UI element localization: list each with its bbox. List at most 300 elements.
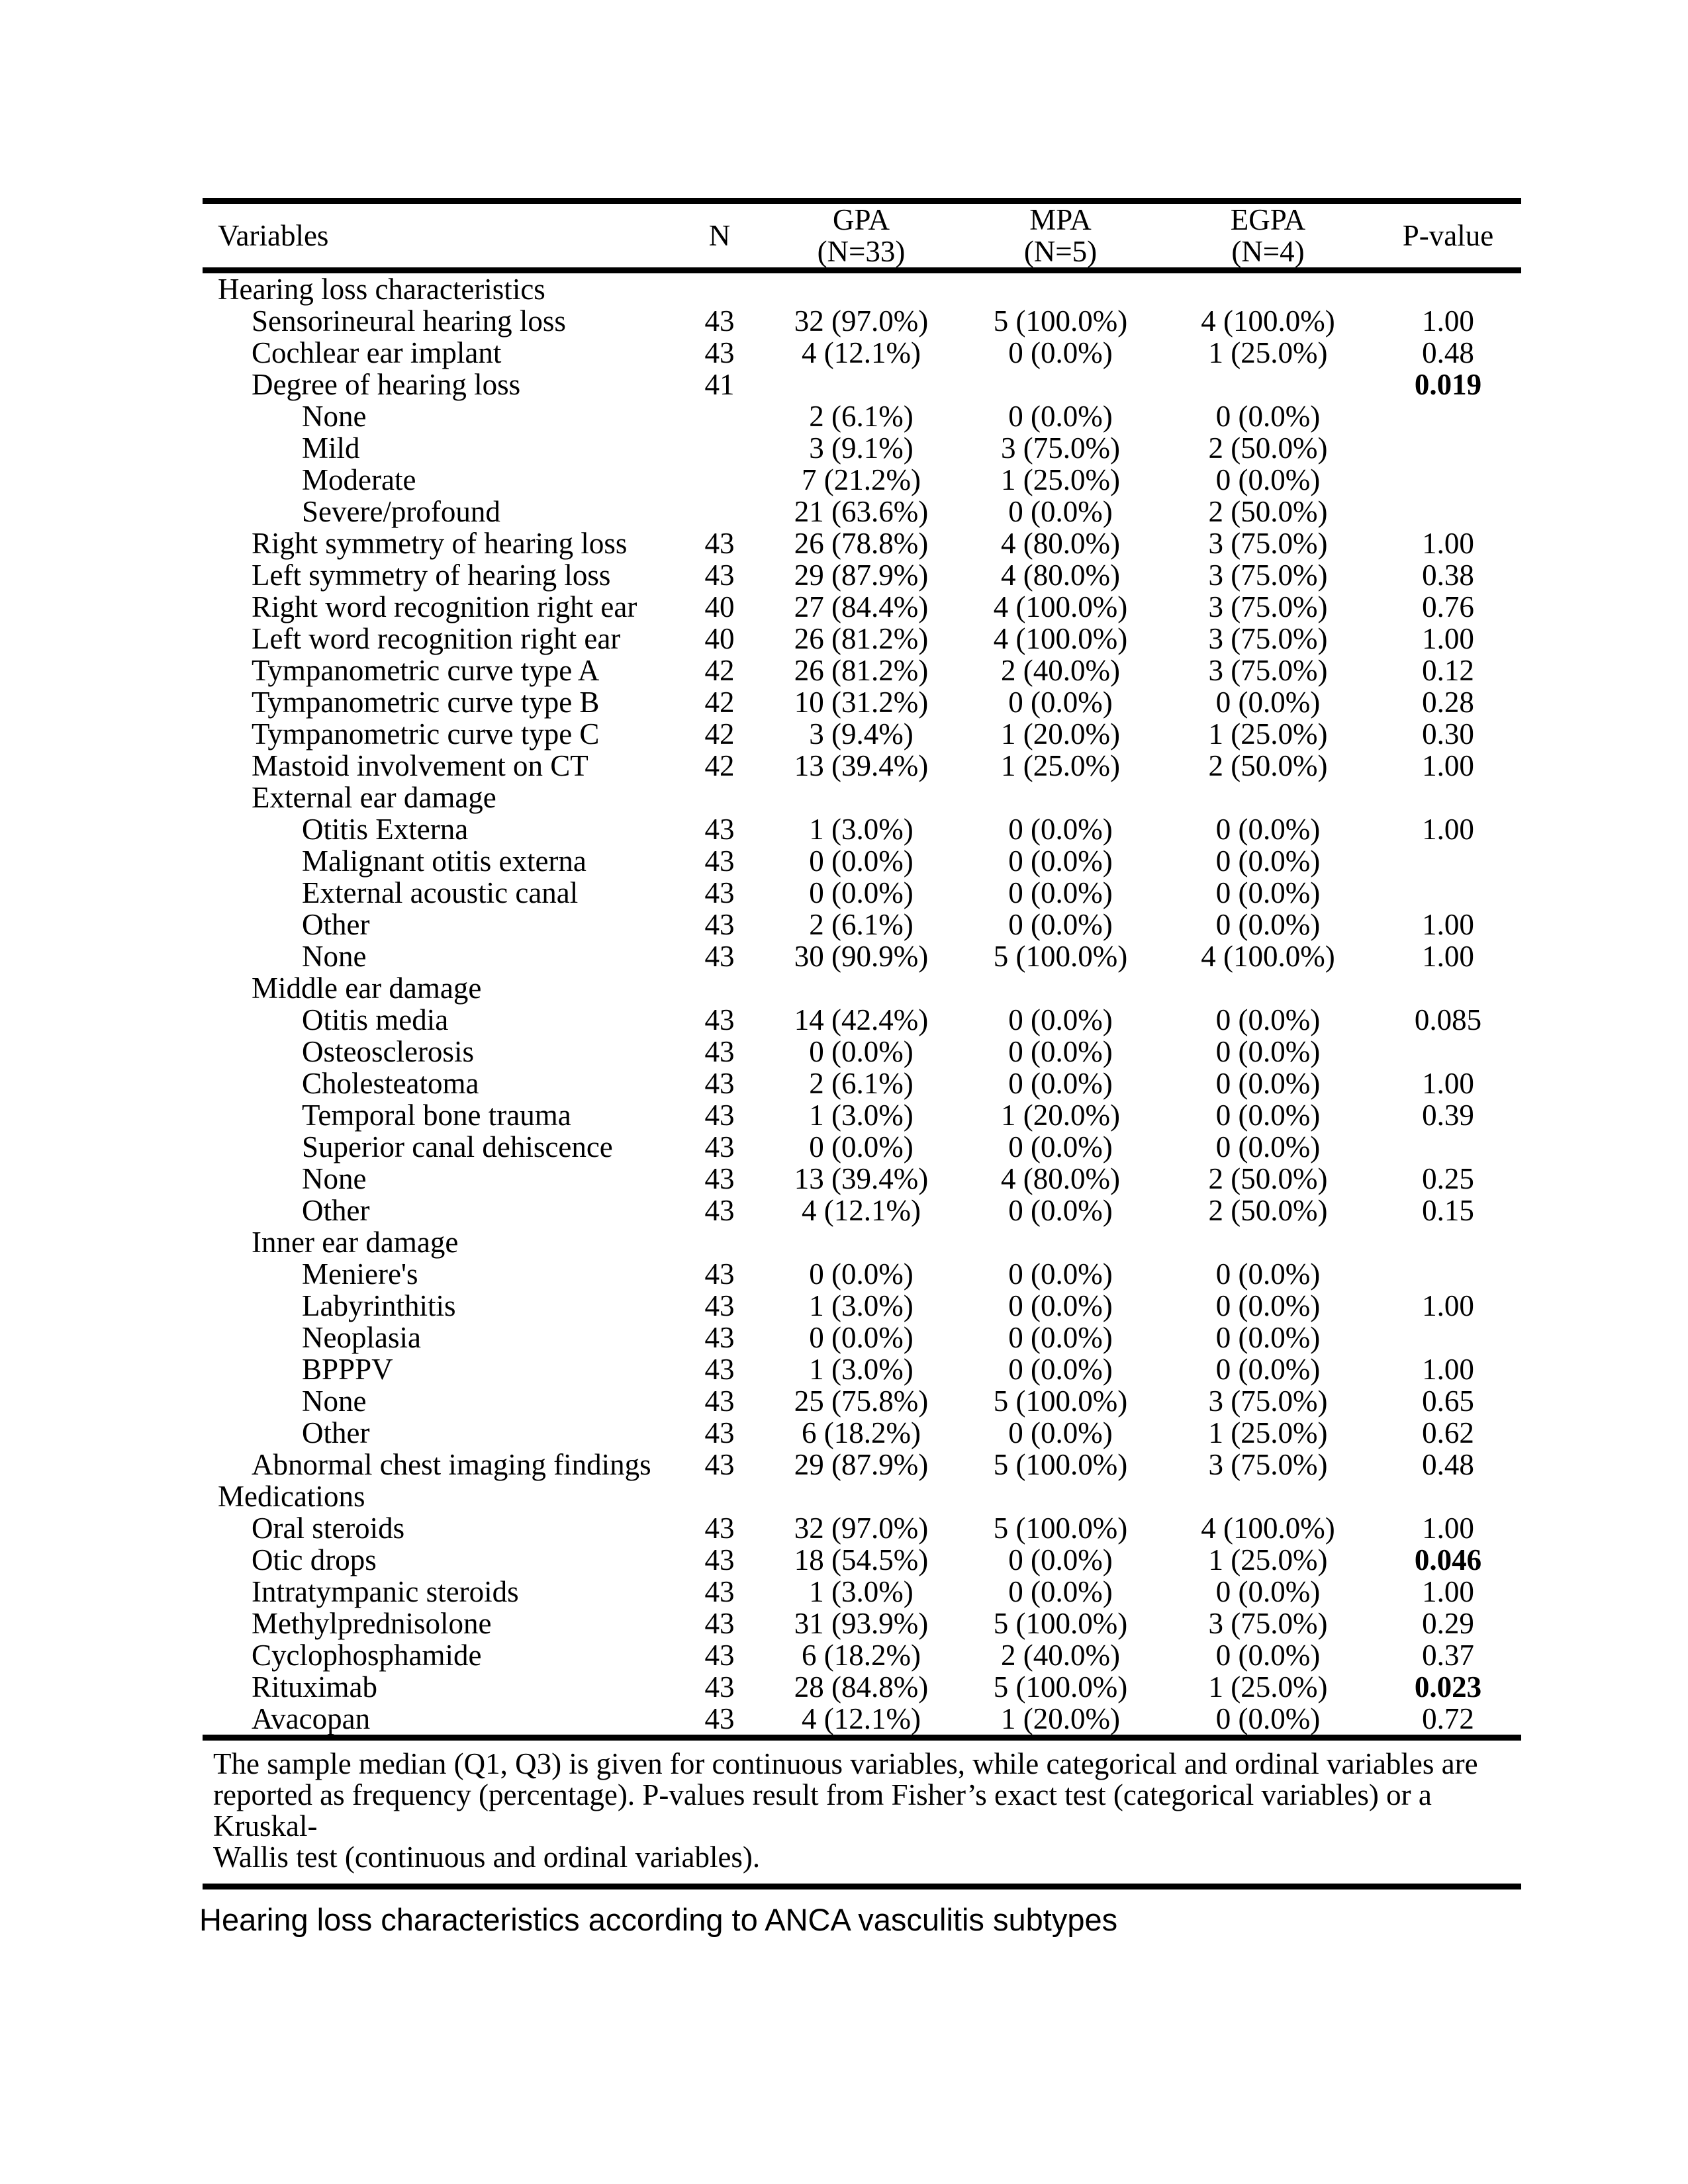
variable-label-cell: Severe/profound bbox=[302, 495, 500, 528]
variable-label-cell: None bbox=[302, 1385, 367, 1418]
variable-label-cell: Medications bbox=[218, 1480, 365, 1513]
table-row bbox=[203, 1004, 1521, 1036]
variable-label-cell: Cochlear ear implant bbox=[252, 336, 502, 369]
egpa-cell: 0 (0.0%) bbox=[1215, 1353, 1321, 1386]
n-cell: 43 bbox=[704, 1575, 735, 1608]
gpa-cell: 4 (12.1%) bbox=[802, 1194, 921, 1227]
mpa-cell: 1 (20.0%) bbox=[1001, 1099, 1120, 1132]
p-value-cell: 1.00 bbox=[1422, 940, 1474, 973]
variable-label-cell: Tympanometric curve type C bbox=[252, 717, 600, 751]
egpa-cell: 3 (75.0%) bbox=[1208, 622, 1328, 655]
p-value-cell: 1.00 bbox=[1422, 304, 1474, 338]
gpa-cell: 18 (54.5%) bbox=[794, 1543, 929, 1576]
p-value-cell: 1.00 bbox=[1422, 908, 1474, 941]
egpa-cell: 3 (75.0%) bbox=[1208, 1448, 1328, 1481]
mpa-cell: 0 (0.0%) bbox=[1008, 813, 1113, 846]
variable-label-cell: Mild bbox=[302, 432, 360, 465]
egpa-cell: 0 (0.0%) bbox=[1215, 1321, 1321, 1354]
variable-label-cell: Oral steroids bbox=[252, 1512, 405, 1545]
table-row bbox=[203, 1131, 1521, 1163]
table-row bbox=[203, 1671, 1521, 1703]
variable-label-cell: Right word recognition right ear bbox=[252, 590, 637, 623]
egpa-cell: 0 (0.0%) bbox=[1215, 1099, 1321, 1132]
p-value-cell bbox=[1375, 464, 1521, 496]
n-cell: 43 bbox=[704, 1353, 735, 1386]
mpa-cell bbox=[960, 1480, 1161, 1512]
p-value-cell bbox=[1375, 1480, 1521, 1512]
egpa-cell: 4 (100.0%) bbox=[1201, 940, 1335, 973]
variable-label-cell: Moderate bbox=[302, 463, 416, 496]
table-row bbox=[203, 1703, 1521, 1738]
mpa-cell: 3 (75.0%) bbox=[1001, 432, 1120, 465]
table-row bbox=[203, 1163, 1521, 1195]
p-value-cell: 1.00 bbox=[1422, 1353, 1474, 1386]
n-cell: 41 bbox=[704, 368, 735, 401]
p-value-cell: 0.28 bbox=[1422, 686, 1474, 719]
variable-label-cell: Right symmetry of hearing loss bbox=[252, 527, 628, 560]
table-row bbox=[203, 1608, 1521, 1639]
p-value-cell: 0.48 bbox=[1422, 1448, 1474, 1481]
egpa-cell: 2 (50.0%) bbox=[1208, 749, 1328, 782]
gpa-cell: 25 (75.8%) bbox=[794, 1385, 929, 1418]
gpa-cell: 13 (39.4%) bbox=[794, 1162, 929, 1195]
table-caption: Hearing loss characteristics according to ANCA vasculitis subtypes bbox=[199, 1902, 1118, 1937]
n-cell: 42 bbox=[704, 654, 735, 687]
egpa-cell: 2 (50.0%) bbox=[1208, 1162, 1328, 1195]
mpa-cell: 1 (25.0%) bbox=[1001, 749, 1120, 782]
p-value-cell bbox=[1375, 400, 1521, 432]
table-row bbox=[203, 1576, 1521, 1608]
gpa-cell: 32 (97.0%) bbox=[794, 304, 929, 338]
egpa-cell bbox=[1161, 972, 1375, 1004]
footnote-line-1: The sample median (Q1, Q3) is given for continuous variables, while categorical and ordinal variables are bbox=[213, 1747, 1478, 1780]
p-value-cell bbox=[1375, 432, 1521, 464]
header-mpa bbox=[960, 201, 1161, 271]
egpa-cell: 1 (25.0%) bbox=[1208, 336, 1328, 369]
egpa-cell: 0 (0.0%) bbox=[1215, 463, 1321, 496]
mpa-cell bbox=[960, 972, 1161, 1004]
n-cell: 43 bbox=[704, 1543, 735, 1576]
egpa-cell: 3 (75.0%) bbox=[1208, 654, 1328, 687]
variable-label-cell: External ear damage bbox=[252, 781, 496, 814]
footnote-line-3: Wallis test (continuous and ordinal variables). bbox=[213, 1841, 761, 1874]
mpa-cell: 0 (0.0%) bbox=[1008, 1353, 1113, 1386]
n-cell: 43 bbox=[704, 527, 735, 560]
egpa-cell: 0 (0.0%) bbox=[1215, 1575, 1321, 1608]
gpa-cell: 2 (6.1%) bbox=[809, 908, 914, 941]
mpa-cell: 0 (0.0%) bbox=[1008, 1543, 1113, 1576]
n-cell: 43 bbox=[704, 1321, 735, 1354]
egpa-cell: 1 (25.0%) bbox=[1208, 1543, 1328, 1576]
variable-label-cell: Tympanometric curve type B bbox=[252, 686, 600, 719]
p-value-cell bbox=[1375, 877, 1521, 909]
p-value-cell: 0.29 bbox=[1422, 1607, 1474, 1640]
egpa-cell: 4 (100.0%) bbox=[1201, 304, 1335, 338]
p-value-cell: 1.00 bbox=[1422, 1512, 1474, 1545]
variable-label-cell: Other bbox=[302, 1416, 370, 1449]
gpa-cell: 29 (87.9%) bbox=[794, 559, 929, 592]
mpa-cell bbox=[960, 1226, 1161, 1258]
egpa-cell: 0 (0.0%) bbox=[1215, 1067, 1321, 1100]
mpa-cell: 4 (80.0%) bbox=[1001, 527, 1120, 560]
variable-label-cell: Middle ear damage bbox=[252, 972, 482, 1005]
egpa-cell: 3 (75.0%) bbox=[1208, 1385, 1328, 1418]
n-cell: 43 bbox=[704, 1639, 735, 1672]
mpa-cell: 4 (80.0%) bbox=[1001, 559, 1120, 592]
mpa-cell: 0 (0.0%) bbox=[1008, 1416, 1113, 1449]
egpa-cell bbox=[1161, 782, 1375, 813]
mpa-cell: 0 (0.0%) bbox=[1008, 1257, 1113, 1291]
variable-label-cell: Methylprednisolone bbox=[252, 1607, 492, 1640]
gpa-cell: 26 (78.8%) bbox=[794, 527, 929, 560]
egpa-cell: 0 (0.0%) bbox=[1215, 1289, 1321, 1322]
n-cell: 43 bbox=[704, 1670, 735, 1704]
n-cell bbox=[677, 496, 763, 527]
mpa-cell: 0 (0.0%) bbox=[1008, 1035, 1113, 1068]
p-value-cell bbox=[1375, 1131, 1521, 1163]
table-row bbox=[203, 1322, 1521, 1353]
gpa-cell: 32 (97.0%) bbox=[794, 1512, 929, 1545]
n-cell bbox=[677, 400, 763, 432]
mpa-cell: 4 (100.0%) bbox=[993, 622, 1128, 655]
mpa-cell: 0 (0.0%) bbox=[1008, 400, 1113, 433]
n-cell: 43 bbox=[704, 1416, 735, 1449]
mpa-cell: 4 (80.0%) bbox=[1001, 1162, 1120, 1195]
p-value-cell: 0.65 bbox=[1422, 1385, 1474, 1418]
n-cell bbox=[677, 1480, 763, 1512]
n-cell: 43 bbox=[704, 1162, 735, 1195]
mpa-cell: 0 (0.0%) bbox=[1008, 686, 1113, 719]
n-cell bbox=[677, 972, 763, 1004]
egpa-cell: 0 (0.0%) bbox=[1215, 1003, 1321, 1036]
gpa-cell: 0 (0.0%) bbox=[809, 1321, 914, 1354]
header-gpa bbox=[763, 201, 960, 271]
table-body bbox=[203, 271, 1521, 1738]
variable-label-cell: Temporal bone trauma bbox=[302, 1099, 571, 1132]
mpa-cell: 2 (40.0%) bbox=[1001, 1639, 1120, 1672]
mpa-cell: 5 (100.0%) bbox=[993, 1607, 1128, 1640]
table-row bbox=[203, 464, 1521, 496]
mpa-cell bbox=[960, 782, 1161, 813]
gpa-cell: 1 (3.0%) bbox=[809, 1353, 914, 1386]
mpa-cell: 0 (0.0%) bbox=[1008, 908, 1113, 941]
table-row bbox=[203, 718, 1521, 750]
gpa-cell: 0 (0.0%) bbox=[809, 1130, 914, 1163]
n-cell: 43 bbox=[704, 304, 735, 338]
p-value-cell: 0.085 bbox=[1414, 1003, 1482, 1036]
n-cell: 43 bbox=[704, 1257, 735, 1291]
variable-label-cell: Sensorineural hearing loss bbox=[252, 304, 566, 338]
mpa-cell: 0 (0.0%) bbox=[1008, 1289, 1113, 1322]
p-value-cell: 0.019 bbox=[1414, 368, 1482, 401]
n-cell: 43 bbox=[704, 1067, 735, 1100]
mpa-cell: 0 (0.0%) bbox=[1008, 1003, 1113, 1036]
n-cell: 43 bbox=[704, 1702, 735, 1735]
variable-label-cell: Hearing loss characteristics bbox=[218, 273, 545, 306]
n-cell bbox=[677, 1226, 763, 1258]
mpa-cell bbox=[960, 369, 1161, 400]
egpa-cell: 1 (25.0%) bbox=[1208, 1416, 1328, 1449]
n-cell: 43 bbox=[704, 1003, 735, 1036]
table-row bbox=[203, 591, 1521, 623]
egpa-cell: 2 (50.0%) bbox=[1208, 1194, 1328, 1227]
gpa-cell bbox=[763, 1480, 960, 1512]
variable-label-cell: Cholesteatoma bbox=[302, 1067, 479, 1100]
p-value-cell: 0.37 bbox=[1422, 1639, 1474, 1672]
table-row bbox=[203, 305, 1521, 337]
egpa-cell: 0 (0.0%) bbox=[1215, 686, 1321, 719]
p-value-cell bbox=[1375, 496, 1521, 527]
mpa-cell: 5 (100.0%) bbox=[993, 1512, 1128, 1545]
mpa-cell: 5 (100.0%) bbox=[993, 940, 1128, 973]
n-cell: 43 bbox=[704, 1289, 735, 1322]
p-value-cell: 0.48 bbox=[1422, 336, 1474, 369]
gpa-cell: 3 (9.1%) bbox=[809, 432, 914, 465]
variable-label-cell: Left word recognition right ear bbox=[252, 622, 621, 655]
variable-label-cell: Abnormal chest imaging findings bbox=[252, 1448, 651, 1481]
gpa-cell: 4 (12.1%) bbox=[802, 336, 921, 369]
p-value-cell: 1.00 bbox=[1422, 749, 1474, 782]
gpa-cell: 2 (6.1%) bbox=[809, 400, 914, 433]
table-footnote bbox=[203, 1741, 1521, 1889]
p-value-cell: 0.72 bbox=[1422, 1702, 1474, 1735]
egpa-cell: 0 (0.0%) bbox=[1215, 1639, 1321, 1672]
table-row bbox=[203, 972, 1521, 1004]
egpa-cell: 0 (0.0%) bbox=[1215, 1130, 1321, 1163]
footnote-line-2: reported as frequency (percentage). P-values result from Fisher’s exact test (categorical variables) or a Kruskal- bbox=[213, 1778, 1432, 1843]
variable-label-cell: Rituximab bbox=[252, 1670, 377, 1704]
table-row bbox=[203, 686, 1521, 718]
p-value-cell: 0.62 bbox=[1422, 1416, 1474, 1449]
p-value-cell: 1.00 bbox=[1422, 813, 1474, 846]
table-row bbox=[203, 750, 1521, 782]
table-row bbox=[203, 877, 1521, 909]
table-row bbox=[203, 1480, 1521, 1512]
table-header bbox=[203, 201, 1521, 271]
table-row bbox=[203, 1512, 1521, 1544]
n-cell: 43 bbox=[704, 1385, 735, 1418]
gpa-cell bbox=[763, 271, 960, 306]
egpa-cell: 0 (0.0%) bbox=[1215, 1702, 1321, 1735]
egpa-cell: 0 (0.0%) bbox=[1215, 813, 1321, 846]
header-variables: Variables bbox=[218, 219, 329, 252]
p-value-cell: 0.38 bbox=[1422, 559, 1474, 592]
n-cell: 43 bbox=[704, 1448, 735, 1481]
p-value-cell: 0.046 bbox=[1414, 1543, 1482, 1576]
gpa-cell: 3 (9.4%) bbox=[809, 717, 914, 751]
variable-label-cell: Inner ear damage bbox=[252, 1226, 459, 1259]
egpa-cell: 3 (75.0%) bbox=[1208, 527, 1328, 560]
gpa-cell: 0 (0.0%) bbox=[809, 1257, 914, 1291]
p-value-cell bbox=[1375, 271, 1521, 306]
variable-label-cell: Avacopan bbox=[252, 1702, 371, 1735]
p-value-cell bbox=[1375, 1322, 1521, 1353]
p-value-cell: 0.39 bbox=[1422, 1099, 1474, 1132]
variable-label-cell: BPPPV bbox=[302, 1353, 393, 1386]
egpa-cell: 0 (0.0%) bbox=[1215, 908, 1321, 941]
p-value-cell bbox=[1375, 972, 1521, 1004]
egpa-cell bbox=[1161, 1480, 1375, 1512]
header-gpa-line1: GPA bbox=[833, 203, 890, 236]
p-value-cell: 1.00 bbox=[1422, 1289, 1474, 1322]
gpa-cell: 21 (63.6%) bbox=[794, 495, 929, 528]
gpa-cell: 1 (3.0%) bbox=[809, 1289, 914, 1322]
variable-label-cell: Superior canal dehiscence bbox=[302, 1130, 613, 1163]
gpa-cell bbox=[763, 369, 960, 400]
variable-label-cell: Cyclophosphamide bbox=[252, 1639, 482, 1672]
header-egpa bbox=[1161, 201, 1375, 271]
mpa-cell: 0 (0.0%) bbox=[1008, 876, 1113, 909]
gpa-cell: 6 (18.2%) bbox=[802, 1639, 921, 1672]
gpa-cell: 0 (0.0%) bbox=[809, 844, 914, 878]
mpa-cell: 5 (100.0%) bbox=[993, 1448, 1128, 1481]
variable-label-cell: Left symmetry of hearing loss bbox=[252, 559, 611, 592]
variable-label-cell: Intratympanic steroids bbox=[252, 1575, 519, 1608]
variable-label-cell: Degree of hearing loss bbox=[252, 368, 521, 401]
table-row bbox=[203, 1068, 1521, 1099]
gpa-cell: 0 (0.0%) bbox=[809, 876, 914, 909]
p-value-cell: 1.00 bbox=[1422, 622, 1474, 655]
mpa-cell: 5 (100.0%) bbox=[993, 304, 1128, 338]
n-cell: 43 bbox=[704, 876, 735, 909]
mpa-cell: 5 (100.0%) bbox=[993, 1385, 1128, 1418]
results-table-wrap bbox=[199, 198, 1521, 1938]
table-row bbox=[203, 432, 1521, 464]
n-cell: 43 bbox=[704, 559, 735, 592]
p-value-cell: 1.00 bbox=[1422, 1067, 1474, 1100]
variable-label-cell: Meniere's bbox=[302, 1257, 418, 1291]
egpa-cell: 4 (100.0%) bbox=[1201, 1512, 1335, 1545]
table-row bbox=[203, 337, 1521, 369]
p-value-cell bbox=[1375, 845, 1521, 877]
variable-label-cell: Otitis media bbox=[302, 1003, 449, 1036]
gpa-cell bbox=[763, 972, 960, 1004]
variable-label-cell: Mastoid involvement on CT bbox=[252, 749, 588, 782]
n-cell: 43 bbox=[704, 1035, 735, 1068]
mpa-cell: 0 (0.0%) bbox=[1008, 1575, 1113, 1608]
gpa-cell: 31 (93.9%) bbox=[794, 1607, 929, 1640]
n-cell: 43 bbox=[704, 336, 735, 369]
gpa-cell: 1 (3.0%) bbox=[809, 1575, 914, 1608]
variable-label-cell: Malignant otitis externa bbox=[302, 844, 586, 878]
table-row bbox=[203, 1226, 1521, 1258]
header-p-value: P-value bbox=[1402, 219, 1494, 252]
egpa-cell: 3 (75.0%) bbox=[1208, 559, 1328, 592]
egpa-cell: 0 (0.0%) bbox=[1215, 1035, 1321, 1068]
egpa-cell: 1 (25.0%) bbox=[1208, 1670, 1328, 1704]
variable-label-cell: Other bbox=[302, 1194, 370, 1227]
n-cell: 42 bbox=[704, 686, 735, 719]
gpa-cell: 29 (87.9%) bbox=[794, 1448, 929, 1481]
gpa-cell: 28 (84.8%) bbox=[794, 1670, 929, 1704]
n-cell bbox=[677, 432, 763, 464]
table-row bbox=[203, 623, 1521, 655]
mpa-cell: 0 (0.0%) bbox=[1008, 1194, 1113, 1227]
p-value-cell bbox=[1375, 1258, 1521, 1290]
gpa-cell: 4 (12.1%) bbox=[802, 1702, 921, 1735]
gpa-cell: 14 (42.4%) bbox=[794, 1003, 929, 1036]
mpa-cell: 0 (0.0%) bbox=[1008, 336, 1113, 369]
variable-label-cell: Neoplasia bbox=[302, 1321, 421, 1354]
table-row bbox=[203, 1258, 1521, 1290]
p-value-cell: 0.25 bbox=[1422, 1162, 1474, 1195]
variable-label-cell: Otitis Externa bbox=[302, 813, 469, 846]
header-egpa-line1: EGPA bbox=[1230, 203, 1306, 236]
variable-label-cell: Osteosclerosis bbox=[302, 1035, 474, 1068]
gpa-cell: 7 (21.2%) bbox=[802, 463, 921, 496]
variable-label-cell: None bbox=[302, 940, 367, 973]
egpa-cell: 0 (0.0%) bbox=[1215, 844, 1321, 878]
mpa-cell: 0 (0.0%) bbox=[1008, 844, 1113, 878]
n-cell: 42 bbox=[704, 749, 735, 782]
mpa-cell: 0 (0.0%) bbox=[1008, 1067, 1113, 1100]
p-value-cell: 0.12 bbox=[1422, 654, 1474, 687]
variable-label-cell: Tympanometric curve type A bbox=[252, 654, 600, 687]
p-value-cell: 0.15 bbox=[1422, 1194, 1474, 1227]
gpa-cell: 10 (31.2%) bbox=[794, 686, 929, 719]
gpa-cell: 1 (3.0%) bbox=[809, 1099, 914, 1132]
table-row bbox=[203, 527, 1521, 559]
table-row bbox=[203, 1099, 1521, 1131]
n-cell: 43 bbox=[704, 908, 735, 941]
table-row bbox=[203, 1417, 1521, 1449]
header-gpa-line2: (N=33) bbox=[817, 235, 906, 268]
table-row bbox=[203, 496, 1521, 527]
n-cell bbox=[677, 782, 763, 813]
n-cell: 43 bbox=[704, 1512, 735, 1545]
egpa-cell bbox=[1161, 1226, 1375, 1258]
mpa-cell: 4 (100.0%) bbox=[993, 590, 1128, 623]
egpa-cell bbox=[1161, 369, 1375, 400]
n-cell bbox=[677, 464, 763, 496]
mpa-cell: 1 (20.0%) bbox=[1001, 717, 1120, 751]
variable-label-cell: Labyrinthitis bbox=[302, 1289, 456, 1322]
gpa-cell bbox=[763, 782, 960, 813]
egpa-cell: 0 (0.0%) bbox=[1215, 876, 1321, 909]
n-cell: 42 bbox=[704, 717, 735, 751]
table-row bbox=[203, 813, 1521, 845]
n-cell: 40 bbox=[704, 622, 735, 655]
header-mpa-line2: (N=5) bbox=[1023, 235, 1098, 268]
n-cell bbox=[677, 271, 763, 306]
gpa-cell: 13 (39.4%) bbox=[794, 749, 929, 782]
header-egpa-line2: (N=4) bbox=[1231, 235, 1305, 268]
p-value-cell bbox=[1375, 1036, 1521, 1068]
variable-label-cell: External acoustic canal bbox=[302, 876, 579, 909]
p-value-cell bbox=[1375, 782, 1521, 813]
gpa-cell: 1 (3.0%) bbox=[809, 813, 914, 846]
table-row bbox=[203, 1353, 1521, 1385]
egpa-cell: 3 (75.0%) bbox=[1208, 1607, 1328, 1640]
p-value-cell bbox=[1375, 1226, 1521, 1258]
gpa-cell: 26 (81.2%) bbox=[794, 622, 929, 655]
header-mpa-line1: MPA bbox=[1029, 203, 1092, 236]
variable-label-cell: None bbox=[302, 1162, 367, 1195]
table-row bbox=[203, 1195, 1521, 1226]
mpa-cell: 0 (0.0%) bbox=[1008, 495, 1113, 528]
variable-label-cell: None bbox=[302, 400, 367, 433]
table-row bbox=[203, 1449, 1521, 1480]
table-row bbox=[203, 1639, 1521, 1671]
egpa-cell: 0 (0.0%) bbox=[1215, 1257, 1321, 1291]
p-value-cell: 1.00 bbox=[1422, 527, 1474, 560]
table-row bbox=[203, 655, 1521, 686]
header-n: N bbox=[708, 219, 731, 252]
p-value-cell: 0.30 bbox=[1422, 717, 1474, 751]
gpa-cell: 0 (0.0%) bbox=[809, 1035, 914, 1068]
n-cell: 43 bbox=[704, 813, 735, 846]
variable-label-cell: Otic drops bbox=[252, 1543, 377, 1576]
